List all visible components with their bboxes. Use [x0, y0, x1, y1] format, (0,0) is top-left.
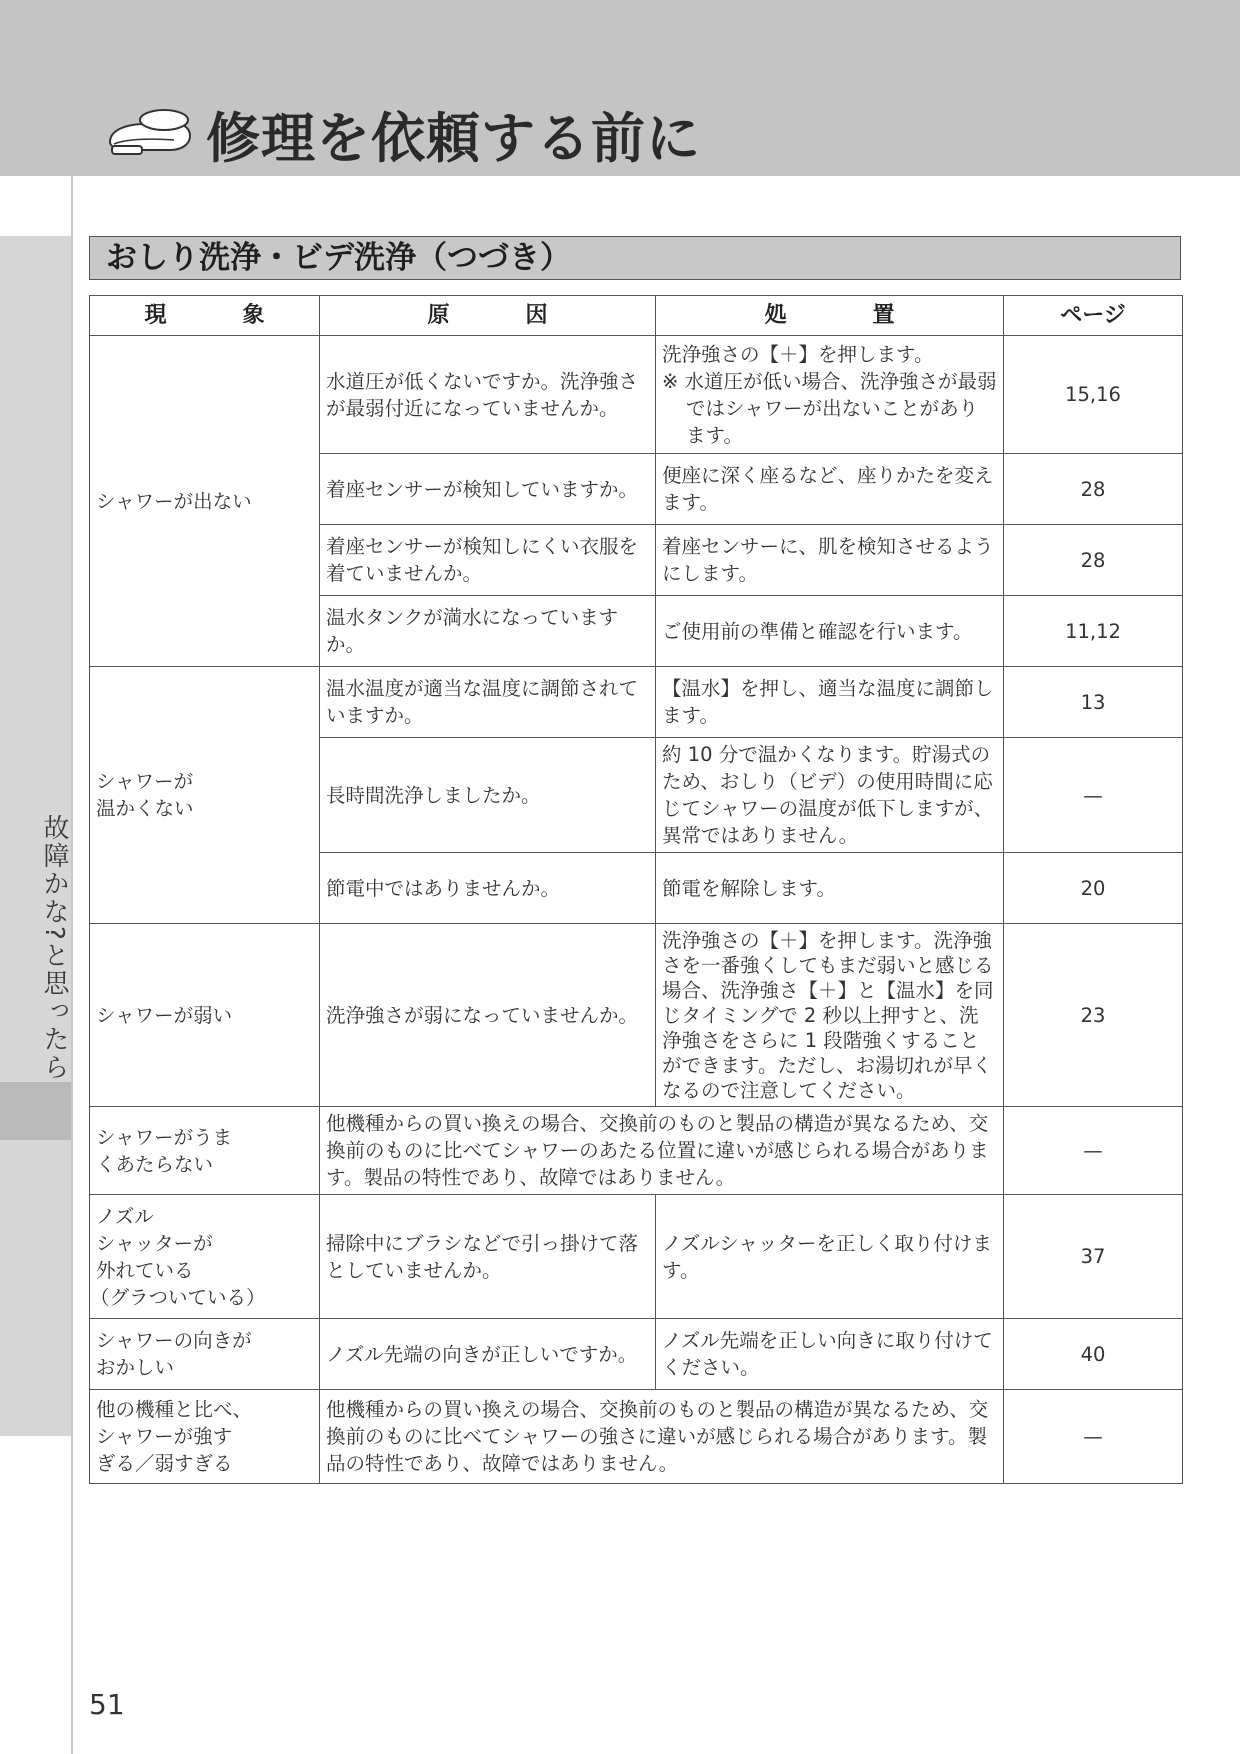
- table-row: [90, 1319, 1183, 1390]
- table-row: [90, 1107, 1183, 1195]
- table-row: [90, 1195, 1183, 1319]
- cause-cell: 水道圧が低くないですか。洗浄強さが最弱付近になっていませんか。: [320, 336, 656, 454]
- header-cause: 原 因: [320, 296, 656, 336]
- symptom-cell: 他の機種と比べ、 シャワーが強す ぎる／弱すぎる: [90, 1390, 320, 1484]
- page-ref: —: [1004, 1390, 1183, 1484]
- page-ref: 23: [1004, 924, 1183, 1107]
- page-ref: 28: [1004, 525, 1183, 596]
- page-ref: 15,16: [1004, 336, 1183, 454]
- symptom-cell: シャワーがうま くあたらない: [90, 1107, 320, 1195]
- cause-cell: 長時間洗浄しましたか。: [320, 738, 656, 853]
- page-number: 51: [89, 1688, 125, 1721]
- troubleshooting-table: [89, 295, 1183, 1484]
- table-header-row: [90, 296, 1183, 336]
- remedy-cell: ノズルシャッターを正しく取り付けます。: [656, 1195, 1004, 1319]
- toilet-seat-icon: [104, 104, 194, 158]
- remedy-cell: 着座センサーに、肌を検知させるようにします。: [656, 525, 1004, 596]
- cause-cell: 節電中ではありませんか。: [320, 853, 656, 924]
- symptom-cell: シャワーが 温かくない: [90, 667, 320, 924]
- remedy-cell: ご使用前の準備と確認を行います。: [656, 596, 1004, 667]
- merged-cause-remedy-cell: 他機種からの買い換えの場合、交換前のものと製品の構造が異なるため、交換前のものに比べてシャワーの強さに違いが感じられる場合があります。製品の特性であり、故障ではありません。: [320, 1390, 1004, 1484]
- page-ref: 28: [1004, 454, 1183, 525]
- remedy-cell: 約 10 分で温かくなります。貯湯式のため、おしり（ビデ）の使用時間に応じてシャワーの温度が低下しますが、異常ではありません。: [656, 738, 1004, 853]
- remedy-cell: 洗浄強さの【＋】を押します。洗浄強さを一番強くしてもまだ弱いと感じる場合、洗浄強さ【＋】と【温水】を同じタイミングで 2 秒以上押すと、洗浄強さをさらに 1 段階強くすることができます。ただし、お湯切れが早くなるので注意してください。: [656, 924, 1004, 1107]
- header-page: ページ: [1004, 296, 1183, 336]
- remedy-cell: 洗浄強さの【＋】を押します。 ※ 水道圧が低い場合、洗浄強さが最弱ではシャワーが出ないことがあります。: [656, 336, 1004, 454]
- table-row: [90, 336, 1183, 454]
- cause-cell: 温水タンクが満水になっていますか。: [320, 596, 656, 667]
- side-label: 故障かな?と思ったら: [39, 814, 69, 1082]
- remedy-cell: 便座に深く座るなど、座りかたを変えます。: [656, 454, 1004, 525]
- page-title: 修理を依頼する前に: [206, 107, 701, 170]
- section-title: おしり洗浄・ビデ洗浄（つづき）: [89, 236, 1181, 280]
- remedy-note: ※ 水道圧が低い場合、洗浄強さが最弱ではシャワーが出ないことがあります。: [662, 369, 997, 447]
- page-ref: —: [1004, 738, 1183, 853]
- header-remedy: 処 置: [656, 296, 1004, 336]
- symptom-cell: シャワーの向きが おかしい: [90, 1319, 320, 1390]
- page-ref: 11,12: [1004, 596, 1183, 667]
- cause-cell: ノズル先端の向きが正しいですか。: [320, 1319, 656, 1390]
- table-row: [90, 924, 1183, 1107]
- table-row: [90, 667, 1183, 738]
- page-ref: 20: [1004, 853, 1183, 924]
- cause-cell: 着座センサーが検知していますか。: [320, 454, 656, 525]
- cause-cell: 温水温度が適当な温度に調節されていますか。: [320, 667, 656, 738]
- page-ref: 13: [1004, 667, 1183, 738]
- remedy-cell: 節電を解除します。: [656, 853, 1004, 924]
- merged-cause-remedy-cell: 他機種からの買い換えの場合、交換前のものと製品の構造が異なるため、交換前のものに比べてシャワーのあたる位置に違いが感じられる場合があります。製品の特性であり、故障ではありません。: [320, 1107, 1004, 1195]
- page-ref: 40: [1004, 1319, 1183, 1390]
- remedy-cell: ノズル先端を正しい向きに取り付けてください。: [656, 1319, 1004, 1390]
- table-row: [90, 1390, 1183, 1484]
- page-ref: —: [1004, 1107, 1183, 1195]
- remedy-cell: 【温水】を押し、適当な温度に調節します。: [656, 667, 1004, 738]
- symptom-cell: ノズル シャッターが 外れている （グラついている）: [90, 1195, 320, 1319]
- cause-cell: 着座センサーが検知しにくい衣服を着ていませんか。: [320, 525, 656, 596]
- symptom-cell: シャワーが出ない: [90, 336, 320, 667]
- page-ref: 37: [1004, 1195, 1183, 1319]
- side-tab-marker: [0, 1082, 71, 1140]
- symptom-cell: シャワーが弱い: [90, 924, 320, 1107]
- header-symptom: 現 象: [90, 296, 320, 336]
- cause-cell: 掃除中にブラシなどで引っ掛けて落としていませんか。: [320, 1195, 656, 1319]
- cause-cell: 洗浄強さが弱になっていませんか。: [320, 924, 656, 1107]
